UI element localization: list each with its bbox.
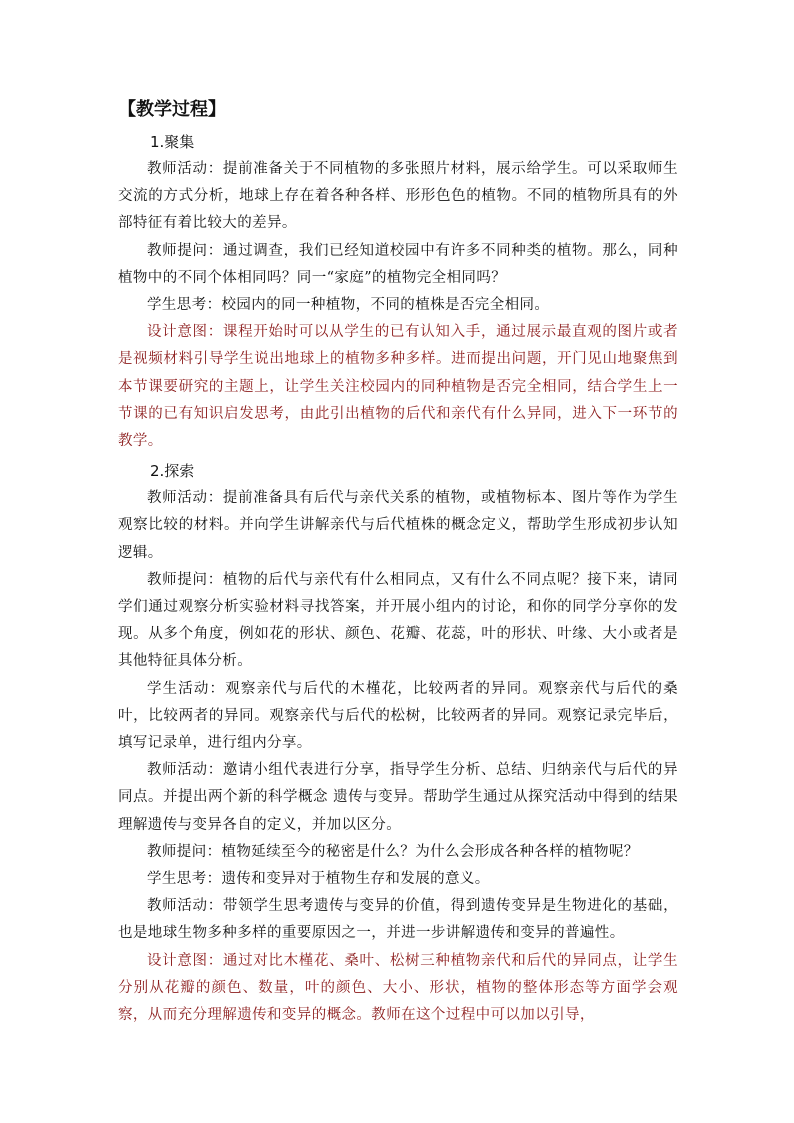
paragraph-student-thinking: 学生思考：校园内的同一种植物，不同的植株是否完全相同。 xyxy=(147,297,550,314)
paragraph-teacher-activity: 教师活动：带领学生思考遗传与变异的价值，得到遗传变异是生物进化的基础，也是地球生物多种多样的重要原因之一，并进一步讲解遗传和变异的普遍性。 xyxy=(118,898,678,942)
section-title: 【教学过程】 xyxy=(118,99,226,120)
paragraph-teacher-activity: 教师活动：邀请小组代表进行分享，指导学生分析、总结、归纳亲代与后代的异同点。并提出两个新的科学概念 遗传与变异。帮助学生通过从探究活动中得到的结果理解遗传与变异各自的定义，并加以区分。 xyxy=(118,762,678,833)
paragraph-teacher-question: 教师提问：通过调查，我们已经知道校园中有许多不同种类的植物。那么，同种植物中的不同个体相同吗？同一“家庭”的植物完全相同吗？ xyxy=(118,242,678,286)
page-content xyxy=(118,96,678,1029)
paragraph-design-intent: 设计意图：通过对比木槿花、桑叶、松树三种植物亲代和后代的异同点，让学生分别从花瓣的颜色、数量，叶的颜色、大小、形状，植物的整体形态等方面学会观察，从而充分理解遗传和变异的概念。教师在这个过程中可以加以引导， xyxy=(118,952,678,1024)
subsection-heading-explore: 2.探索 xyxy=(150,462,195,481)
paragraph-design-intent: 设计意图：课程开始时可以从学生的已有认知入手，通过展示最直观的图片或者是视频材料引导学生说出地球上的植物多种多样。进而提出问题，开门见山地聚焦到本节课要研究的主题上，让学生关注校园内的同种植物是否完全相同，结合学生上一节课的已有知识启发思考，由此引出植物的后代和亲代有什么异同，进入下一环节的教学。 xyxy=(118,324,678,450)
paragraph-teacher-activity: 教师活动：提前准备具有后代与亲代关系的植物，或植物标本、图片等作为学生观察比较的材料。并向学生讲解亲代与后代植株的概念定义，帮助学生形成初步认知逻辑。 xyxy=(118,490,678,561)
paragraph-teacher-question: 教师提问：植物的后代与亲代有什么相同点，又有什么不同点呢？接下来，请同学们通过观察分析实验材料寻找答案，并开展小组内的讨论，和你的同学分享你的发现。从多个角度，例如花的形状、颜色、花瓣、花蕊，叶的形状、叶缘、大小或者是其他特征具体分析。 xyxy=(118,571,678,670)
paragraph-teacher-activity: 教师活动：提前准备关于不同植物的多张照片材料，展示给学生。可以采取师生交流的方式分析，地球上存在着各种各样、形形色色的植物。不同的植物所具有的外部特征有着比较大的差异。 xyxy=(118,161,678,232)
paragraph-teacher-question: 教师提问：植物延续至今的秘密是什么？为什么会形成各种各样的植物呢？ xyxy=(147,843,639,860)
subsection-heading-focus: 1.聚集 xyxy=(150,133,195,151)
paragraph-student-activity: 学生活动：观察亲代与后代的木槿花，比较两者的异同。观察亲代与后代的桑叶，比较两者的异同。观察亲代与后代的松树，比较两者的异同。观察记录完毕后，填写记录单，进行组内分享。 xyxy=(118,680,678,752)
paragraph-student-thinking: 学生思考：遗传和变异对于植物生存和发展的意义。 xyxy=(147,871,490,888)
